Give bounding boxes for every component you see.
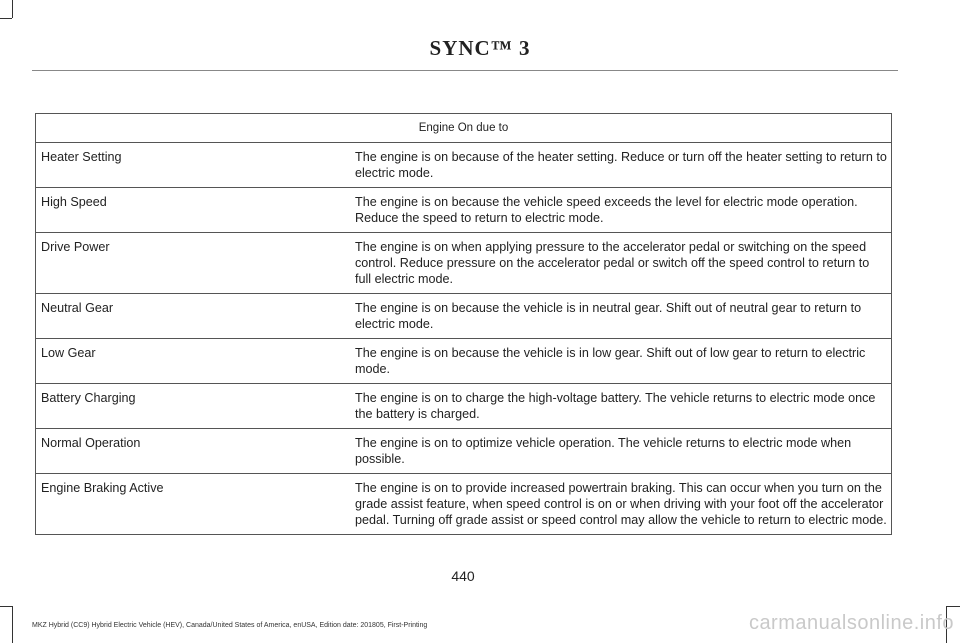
table-row <box>36 294 892 339</box>
setting-cell: Neutral Gear <box>36 294 348 339</box>
setting-cell: Battery Charging <box>36 384 348 429</box>
description-cell: The engine is on because the vehicle speed exceeds the level for electric mode operation. Reduce the speed to return to electric mode. <box>347 188 892 233</box>
description-cell: The engine is on because of the heater setting. Reduce or turn off the heater setting to return to electric mode. <box>347 143 892 188</box>
description-cell: The engine is on because the vehicle is in neutral gear. Shift out of neutral gear to return to electric mode. <box>347 294 892 339</box>
crop-mark <box>0 606 12 607</box>
crop-mark <box>12 0 13 18</box>
watermark: carmanualsonline.info <box>748 612 954 634</box>
description-cell: The engine is on to provide increased powertrain braking. This can occur when you turn on the grade assist feature, when speed control is on or when driving with your foot off the accelerator pedal. Turning off grade assist or speed control may allow the vehicle to return to electric mode. <box>347 474 892 535</box>
setting-cell: Engine Braking Active <box>36 474 348 535</box>
description-cell: The engine is on because the vehicle is in low gear. Shift out of low gear to return to electric mode. <box>347 339 892 384</box>
table-row <box>36 188 892 233</box>
footer-edition-info: MKZ Hybrid (CC9) Hybrid Electric Vehicle (HEV), Canada/United States of America, enUSA, Edition date: 201805, First-Printing <box>32 622 428 629</box>
description-cell: The engine is on to optimize vehicle operation. The vehicle returns to electric mode when possible. <box>347 429 892 474</box>
table-row <box>36 339 892 384</box>
table-row <box>36 384 892 429</box>
table-row <box>36 474 892 535</box>
crop-mark <box>12 606 13 643</box>
crop-mark <box>0 18 12 19</box>
setting-cell: High Speed <box>36 188 348 233</box>
page-title: SYNC™ 3 <box>429 36 531 60</box>
description-cell: The engine is on when applying pressure to the accelerator pedal or switching on the speed control. Reduce pressure on the accelerator pedal or switch off the speed control to return to full electric mode. <box>347 233 892 294</box>
table-row <box>36 143 892 188</box>
setting-cell: Normal Operation <box>36 429 348 474</box>
header-divider <box>32 70 898 71</box>
setting-cell: Low Gear <box>36 339 348 384</box>
table-heading: Engine On due to <box>36 114 892 143</box>
engine-on-table <box>35 113 892 535</box>
description-cell: The engine is on to charge the high-voltage battery. The vehicle returns to electric mode once the battery is charged. <box>347 384 892 429</box>
table-row <box>36 429 892 474</box>
crop-mark <box>946 606 960 607</box>
table-row <box>36 233 892 294</box>
page-number: 440 <box>451 568 475 584</box>
setting-cell: Heater Setting <box>36 143 348 188</box>
setting-cell: Drive Power <box>36 233 348 294</box>
